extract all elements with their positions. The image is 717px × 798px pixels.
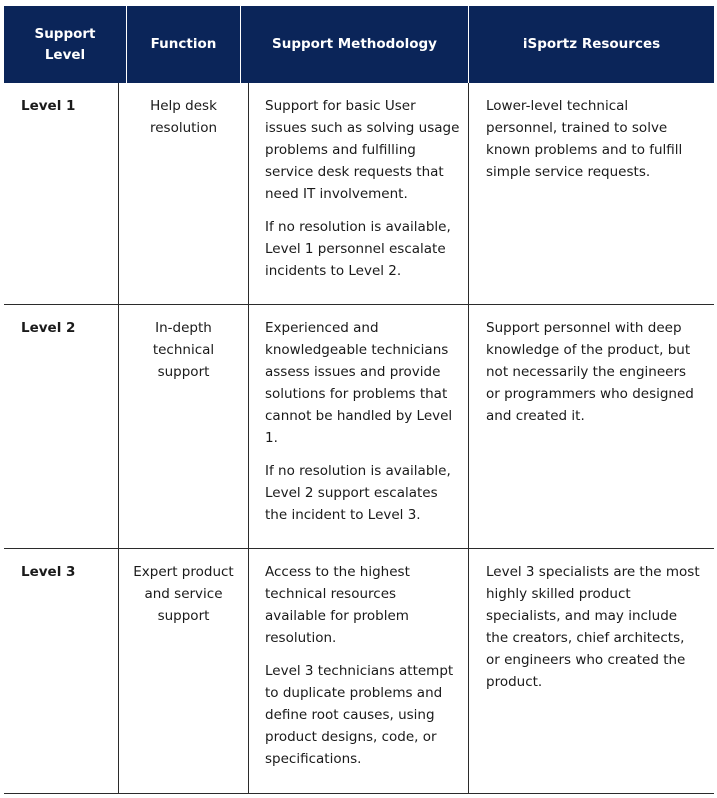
header-support-methodology	[241, 6, 469, 83]
cell-methodology	[249, 83, 469, 304]
table-row	[4, 83, 714, 305]
cell-resources: Lower-level technical personnel, trained to solve known problems and to fulfill simple service requests.	[486, 98, 683, 180]
header-support-level-line2: Level	[44, 46, 86, 63]
support-levels-table	[4, 6, 714, 794]
header-support-level-line1: Support	[34, 25, 96, 42]
table-row	[4, 549, 714, 794]
header-methodology-label: Support Methodology	[272, 36, 437, 52]
cell-level: Level 1	[4, 83, 119, 304]
header-isportz-resources	[469, 6, 714, 83]
methodology-paragraph: Support for basic User issues such as solving usage problems and fulfilling service desk requests that need IT involvement.	[265, 98, 460, 202]
methodology-paragraph: Level 3 technicians attempt to duplicate problems and define root causes, using product designs, code, or specifications.	[265, 663, 454, 767]
methodology-paragraph: Access to the highest technical resources available for problem resolution.	[265, 564, 410, 646]
table-header	[4, 6, 714, 83]
methodology-paragraph: If no resolution is available, Level 2 support escalates the incident to Level 3.	[265, 463, 451, 523]
cell-level: Level 3	[4, 549, 119, 793]
cell-methodology	[249, 305, 469, 548]
header-resources-label: iSportz Resources	[522, 36, 661, 52]
cell-function: In-depth technical support	[119, 305, 249, 548]
header-support-level	[4, 6, 127, 83]
cell-resources: Level 3 specialists are the most highly skilled product specialists, and may include the creators, chief architects, or engineers who created the product.	[486, 564, 700, 690]
cell-function: Expert product and service support	[119, 549, 249, 793]
cell-methodology	[249, 549, 469, 793]
header-function	[127, 6, 241, 83]
cell-function: Help desk resolution	[119, 83, 249, 304]
header-function-label: Function	[150, 36, 217, 52]
cell-resources: Support personnel with deep knowledge of the product, but not necessarily the engineers or programmers who designed and created it.	[486, 320, 694, 424]
cell-level: Level 2	[4, 305, 119, 548]
methodology-paragraph: Experienced and knowledgeable technicians assess issues and provide solutions for problems that cannot be handled by Level 1.	[265, 320, 453, 446]
methodology-paragraph: If no resolution is available, Level 1 personnel escalate incidents to Level 2.	[265, 219, 451, 279]
table-row	[4, 305, 714, 549]
